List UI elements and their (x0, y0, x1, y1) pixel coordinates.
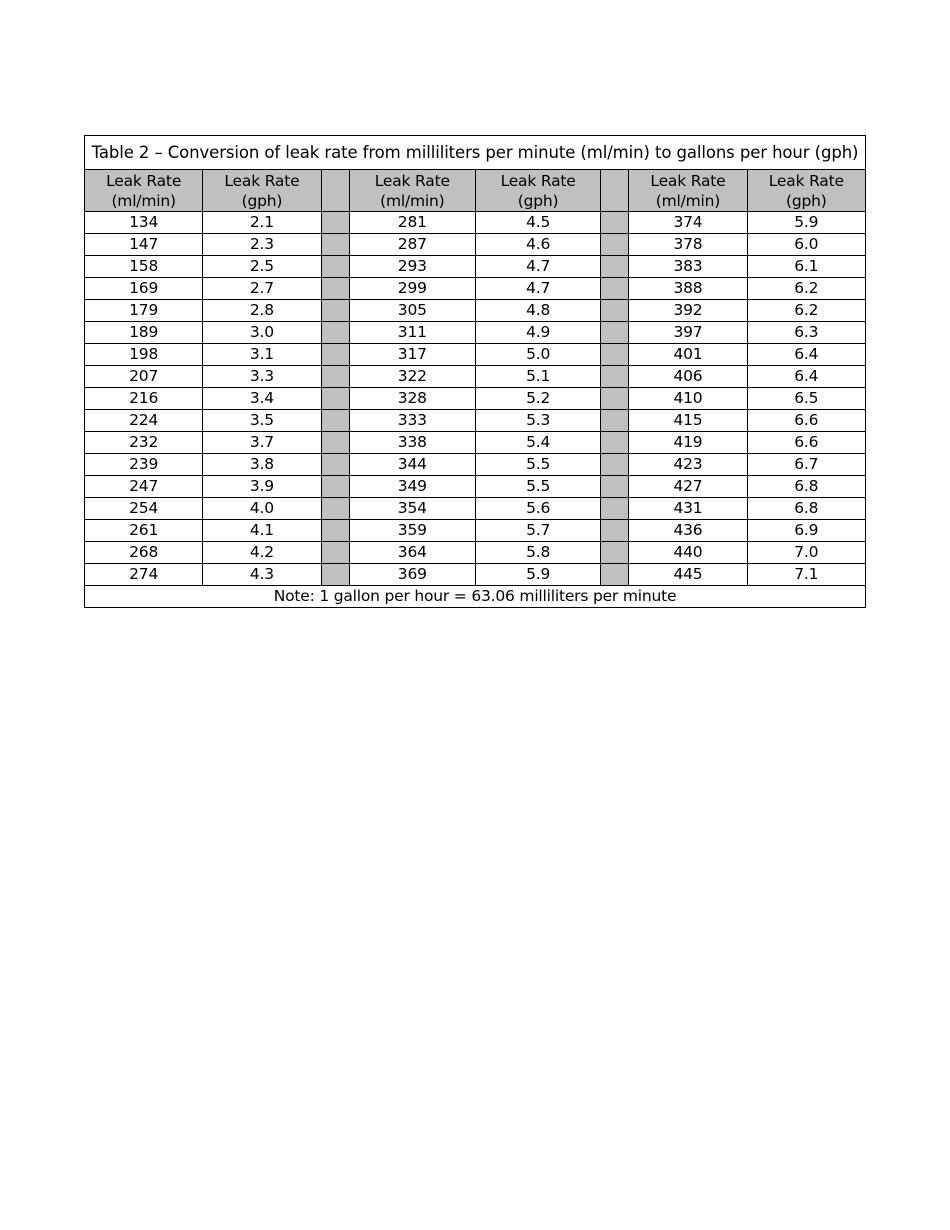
cell-gph: 7.0 (747, 542, 865, 564)
cell-ml-per-min: 311 (349, 322, 475, 344)
column-header-unit: (ml/min) (111, 191, 176, 210)
cell-ml-per-min: 364 (349, 542, 475, 564)
column-spacer (321, 366, 349, 388)
column-spacer (601, 388, 629, 410)
cell-ml-per-min: 147 (85, 234, 203, 256)
cell-ml-per-min: 383 (629, 256, 747, 278)
column-header (629, 170, 747, 212)
table-row (85, 388, 866, 410)
cell-ml-per-min: 189 (85, 322, 203, 344)
cell-gph: 2.5 (203, 256, 321, 278)
cell-ml-per-min: 158 (85, 256, 203, 278)
table-note: Note: 1 gallon per hour = 63.06 milliliters per minute (85, 586, 866, 608)
cell-gph: 5.2 (475, 388, 600, 410)
cell-gph: 4.8 (475, 300, 600, 322)
cell-gph: 4.6 (475, 234, 600, 256)
cell-ml-per-min: 374 (629, 212, 747, 234)
column-header (85, 170, 203, 212)
column-spacer (321, 564, 349, 586)
column-header-unit: (ml/min) (655, 191, 721, 210)
column-spacer (321, 454, 349, 476)
cell-ml-per-min: 287 (349, 234, 475, 256)
column-spacer (601, 212, 629, 234)
cell-gph: 3.4 (203, 388, 321, 410)
cell-gph: 3.1 (203, 344, 321, 366)
cell-gph: 6.9 (747, 520, 865, 542)
cell-ml-per-min: 349 (349, 476, 475, 498)
column-spacer (601, 410, 629, 432)
column-spacer (601, 432, 629, 454)
column-spacer (321, 234, 349, 256)
column-spacer (601, 476, 629, 498)
cell-ml-per-min: 410 (629, 388, 747, 410)
column-spacer (601, 564, 629, 586)
cell-ml-per-min: 179 (85, 300, 203, 322)
table-row (85, 564, 866, 586)
cell-ml-per-min: 322 (349, 366, 475, 388)
cell-gph: 5.9 (475, 564, 600, 586)
cell-ml-per-min: 401 (629, 344, 747, 366)
column-header-title: Leak Rate (224, 171, 300, 190)
cell-ml-per-min: 338 (349, 432, 475, 454)
column-header-title: Leak Rate (650, 171, 726, 190)
cell-gph: 4.9 (475, 322, 600, 344)
cell-ml-per-min: 261 (85, 520, 203, 542)
column-header (203, 170, 321, 212)
cell-gph: 2.1 (203, 212, 321, 234)
cell-gph: 5.5 (475, 454, 600, 476)
cell-ml-per-min: 378 (629, 234, 747, 256)
cell-ml-per-min: 436 (629, 520, 747, 542)
cell-gph: 7.1 (747, 564, 865, 586)
table-row (85, 366, 866, 388)
cell-ml-per-min: 359 (349, 520, 475, 542)
table-row (85, 322, 866, 344)
cell-ml-per-min: 299 (349, 278, 475, 300)
cell-gph: 5.6 (475, 498, 600, 520)
column-spacer (601, 498, 629, 520)
cell-ml-per-min: 333 (349, 410, 475, 432)
cell-ml-per-min: 274 (85, 564, 203, 586)
cell-gph: 6.1 (747, 256, 865, 278)
cell-gph: 6.7 (747, 454, 865, 476)
column-spacer (321, 542, 349, 564)
cell-ml-per-min: 354 (349, 498, 475, 520)
column-header-title: Leak Rate (374, 171, 450, 190)
table-row (85, 498, 866, 520)
table-row (85, 212, 866, 234)
column-spacer (601, 366, 629, 388)
column-header-unit: (gph) (241, 191, 283, 210)
cell-ml-per-min: 293 (349, 256, 475, 278)
cell-gph: 2.7 (203, 278, 321, 300)
cell-gph: 5.8 (475, 542, 600, 564)
column-spacer (601, 170, 629, 212)
cell-ml-per-min: 239 (85, 454, 203, 476)
table-row (85, 432, 866, 454)
column-spacer (321, 212, 349, 234)
table-row (85, 476, 866, 498)
cell-gph: 6.4 (747, 366, 865, 388)
cell-ml-per-min: 427 (629, 476, 747, 498)
cell-ml-per-min: 198 (85, 344, 203, 366)
cell-gph: 6.5 (747, 388, 865, 410)
cell-ml-per-min: 419 (629, 432, 747, 454)
column-header-title: Leak Rate (500, 171, 576, 190)
cell-gph: 6.8 (747, 476, 865, 498)
cell-gph: 6.0 (747, 234, 865, 256)
column-spacer (321, 498, 349, 520)
column-spacer (601, 234, 629, 256)
table-row (85, 300, 866, 322)
cell-ml-per-min: 169 (85, 278, 203, 300)
cell-gph: 6.6 (747, 432, 865, 454)
note-row (85, 586, 866, 608)
column-spacer (321, 344, 349, 366)
column-spacer (321, 410, 349, 432)
cell-gph: 4.7 (475, 256, 600, 278)
cell-ml-per-min: 317 (349, 344, 475, 366)
cell-ml-per-min: 134 (85, 212, 203, 234)
table-row (85, 520, 866, 542)
cell-gph: 4.1 (203, 520, 321, 542)
column-spacer (321, 256, 349, 278)
cell-gph: 5.4 (475, 432, 600, 454)
cell-ml-per-min: 431 (629, 498, 747, 520)
cell-ml-per-min: 254 (85, 498, 203, 520)
cell-gph: 6.3 (747, 322, 865, 344)
cell-gph: 2.8 (203, 300, 321, 322)
column-spacer (321, 322, 349, 344)
column-spacer (601, 454, 629, 476)
table-title: Table 2 – Conversion of leak rate from milliliters per minute (ml/min) to gallons per hour (gph) (85, 136, 866, 170)
cell-ml-per-min: 440 (629, 542, 747, 564)
column-header-unit: (gph) (785, 191, 827, 210)
table-row (85, 542, 866, 564)
cell-gph: 3.5 (203, 410, 321, 432)
table-row (85, 234, 866, 256)
table-row (85, 344, 866, 366)
cell-gph: 3.3 (203, 366, 321, 388)
column-spacer (601, 256, 629, 278)
table-row (85, 410, 866, 432)
column-spacer (321, 388, 349, 410)
column-spacer (601, 300, 629, 322)
cell-ml-per-min: 392 (629, 300, 747, 322)
cell-gph: 5.7 (475, 520, 600, 542)
cell-ml-per-min: 216 (85, 388, 203, 410)
cell-gph: 6.6 (747, 410, 865, 432)
cell-ml-per-min: 423 (629, 454, 747, 476)
header-row (85, 170, 866, 212)
cell-ml-per-min: 268 (85, 542, 203, 564)
cell-gph: 3.0 (203, 322, 321, 344)
cell-ml-per-min: 344 (349, 454, 475, 476)
cell-gph: 5.0 (475, 344, 600, 366)
cell-ml-per-min: 224 (85, 410, 203, 432)
cell-gph: 4.3 (203, 564, 321, 586)
cell-ml-per-min: 305 (349, 300, 475, 322)
column-header-title: Leak Rate (768, 171, 844, 190)
cell-ml-per-min: 406 (629, 366, 747, 388)
column-spacer (321, 476, 349, 498)
cell-gph: 5.5 (475, 476, 600, 498)
column-spacer (601, 278, 629, 300)
column-header (475, 170, 600, 212)
cell-gph: 2.3 (203, 234, 321, 256)
column-spacer (601, 542, 629, 564)
cell-gph: 3.9 (203, 476, 321, 498)
cell-gph: 6.2 (747, 278, 865, 300)
cell-ml-per-min: 281 (349, 212, 475, 234)
cell-gph: 5.9 (747, 212, 865, 234)
column-spacer (321, 278, 349, 300)
cell-ml-per-min: 247 (85, 476, 203, 498)
cell-gph: 4.2 (203, 542, 321, 564)
table-row (85, 454, 866, 476)
column-spacer (601, 520, 629, 542)
column-header (747, 170, 865, 212)
column-header (349, 170, 475, 212)
cell-gph: 4.5 (475, 212, 600, 234)
leak-rate-conversion-table (84, 135, 866, 608)
cell-gph: 3.7 (203, 432, 321, 454)
cell-gph: 5.3 (475, 410, 600, 432)
column-spacer (321, 520, 349, 542)
cell-ml-per-min: 232 (85, 432, 203, 454)
column-header-unit: (gph) (517, 191, 559, 210)
cell-gph: 3.8 (203, 454, 321, 476)
column-spacer (601, 344, 629, 366)
column-spacer (601, 322, 629, 344)
cell-gph: 6.8 (747, 498, 865, 520)
cell-ml-per-min: 388 (629, 278, 747, 300)
column-spacer (321, 300, 349, 322)
cell-gph: 4.0 (203, 498, 321, 520)
cell-ml-per-min: 397 (629, 322, 747, 344)
cell-ml-per-min: 415 (629, 410, 747, 432)
cell-gph: 4.7 (475, 278, 600, 300)
cell-ml-per-min: 207 (85, 366, 203, 388)
cell-ml-per-min: 328 (349, 388, 475, 410)
table-row (85, 256, 866, 278)
cell-gph: 6.2 (747, 300, 865, 322)
column-spacer (321, 170, 349, 212)
cell-ml-per-min: 369 (349, 564, 475, 586)
column-header-title: Leak Rate (106, 171, 182, 190)
column-spacer (321, 432, 349, 454)
table-row (85, 278, 866, 300)
column-header-unit: (ml/min) (380, 191, 445, 210)
cell-ml-per-min: 445 (629, 564, 747, 586)
cell-gph: 6.4 (747, 344, 865, 366)
cell-gph: 5.1 (475, 366, 600, 388)
